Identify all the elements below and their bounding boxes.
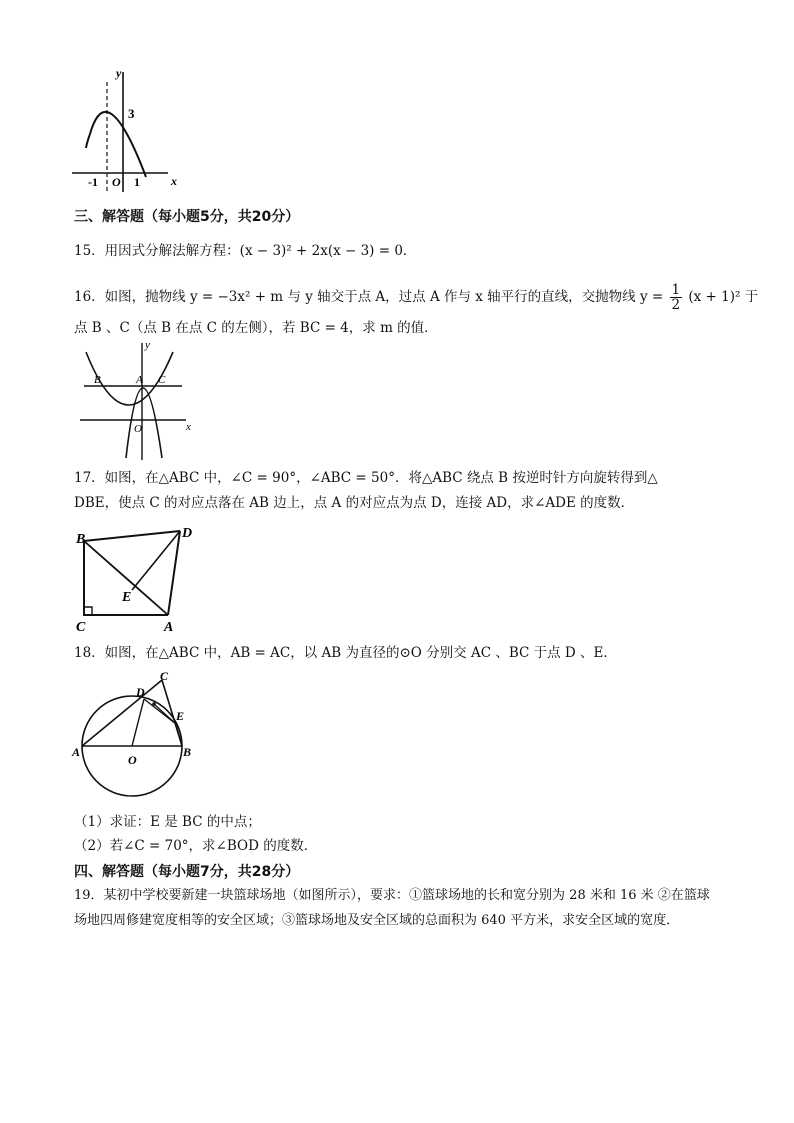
q16-fraction-numerator: 1: [671, 282, 681, 298]
fig17-C-label: C: [76, 620, 86, 635]
section-3-title: 三、解答题（每小题5分，共20分）: [74, 209, 300, 225]
question-15: 15．用因式分解法解方程：(x − 3)² + 2x(x − 3) = 0．: [74, 243, 417, 259]
section-4-title: 四、解答题（每小题7分，共28分）: [74, 864, 300, 880]
fig14-origin-label: O: [112, 175, 121, 189]
fig14-three-label: 3: [128, 106, 135, 121]
q14-parabola-figure: [70, 62, 190, 197]
q16-text-start: 16．如图，抛物线 y = −3x² + m 与 y 轴交于点 A，过点 A 作与 x 轴平行的直线，交抛物线 y =: [74, 289, 664, 305]
question-17-line1: 17．如图，在△ABC 中，∠C = 90°，∠ABC = 50°．将△ABC 绕点 B 按逆时针方向旋转得到△: [74, 470, 658, 486]
fig18-O-label: O: [128, 753, 137, 767]
fig18-C-label: C: [160, 669, 169, 683]
fig18-E-label: E: [176, 709, 185, 723]
fig17-D-label: D: [182, 526, 193, 541]
question-16-line1: [74, 283, 758, 312]
question-18-part1: （1）求证：E 是 BC 的中点；: [74, 814, 261, 830]
question-17-line2: DBE，使点 C 的对应点落在 AB 边上，点 A 的对应点为点 D，连接 AD，求∠ADE 的度数．: [74, 495, 635, 511]
question-19-line1: 19．某初中学校要新建一块篮球场地（如图所示），要求：①篮球场地的长和宽分别为 28 米和 16 米 ②在篮球: [74, 888, 710, 903]
fig14-one-label: 1: [134, 175, 140, 189]
q17-triangle-figure: [72, 525, 197, 635]
question-19-line2: 场地四周修建宽度相等的安全区域；③篮球场地及安全区域的总面积为 640 平方米，求安全区域的宽度．: [74, 913, 680, 928]
question-16-line2: 点 B 、C（点 B 在点 C 的左侧），若 BC = 4，求 m 的值．: [74, 320, 438, 336]
fig17-B-label: B: [76, 532, 86, 547]
fig16-y-label: y: [145, 339, 150, 351]
fig16-B-label: B: [94, 374, 101, 386]
q16-fraction: [670, 283, 683, 312]
fig18-B-label: B: [183, 745, 192, 759]
fig16-C-label: C: [158, 374, 166, 386]
fig14-x-label: x: [171, 174, 177, 188]
q16-fraction-denominator: 2: [671, 297, 681, 313]
fig16-x-label: x: [186, 421, 191, 433]
fig17-A-label: A: [164, 620, 174, 635]
fig18-A-label: A: [72, 745, 81, 759]
fig18-D-label: D: [136, 685, 145, 699]
q18-circle-figure: [70, 668, 200, 803]
q16-parabolas-figure: [78, 338, 198, 463]
fig14-y-label: y: [116, 66, 122, 80]
fig16-O-label: O: [134, 423, 142, 435]
fig16-A-label: A: [136, 374, 143, 386]
question-18-part2: （2）若∠C = 70°，求∠BOD 的度数．: [74, 838, 318, 854]
q16-text-end: (x + 1)² 于: [688, 289, 759, 305]
fig17-E-label: E: [122, 590, 132, 605]
fig14-neg-one-label: -1: [88, 175, 98, 189]
question-18-line1: 18．如图，在△ABC 中，AB = AC，以 AB 为直径的⊙O 分别交 AC 、BC 于点 D 、E．: [74, 645, 617, 661]
